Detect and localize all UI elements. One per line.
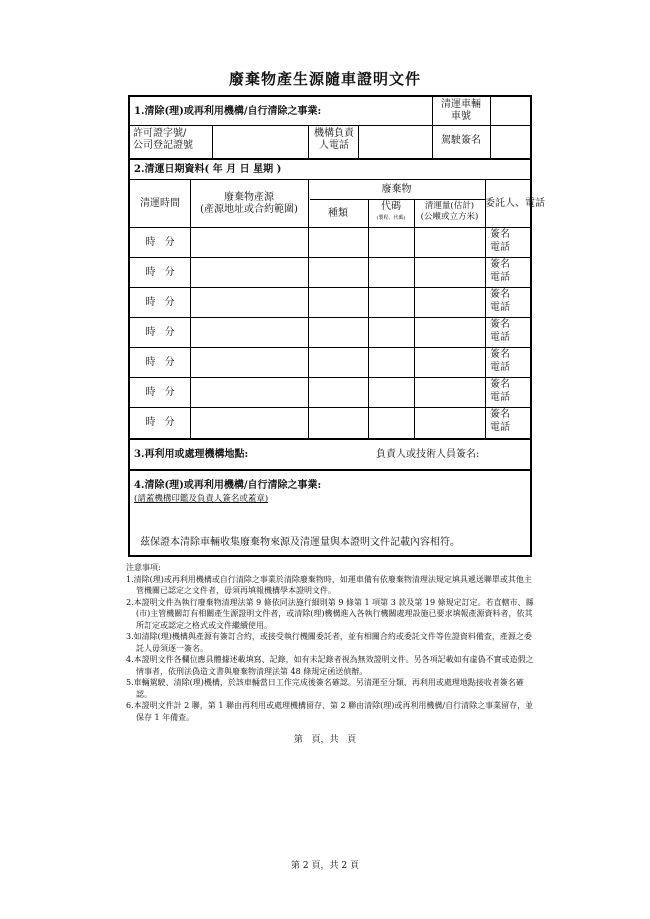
section2-label: 2.清運日期資料( 年 月 日 星期 ) xyxy=(134,164,282,175)
note-item: 5.車輛駕駛、清除(理)機構，於該車輛當日工作完成後簽名確認。另清運至分類、再利用或處理地點接收者簽名確認。 xyxy=(126,678,524,699)
note-item: 6.本證明文件計 2 聯，第 1 聯由再利用或處理機構留存、第 2 聯由清除(理)或再利用機構/自行清除之事業留存，並保存 1 年備查。 xyxy=(126,701,534,722)
header-code-note: (製程、代碼) xyxy=(376,215,406,221)
seal-note: (請蓋機構印鑑及負責人簽名或蓋章) xyxy=(134,494,269,504)
row-time: 時 分 xyxy=(145,267,175,278)
permit-label: 許可證字號/ 公司登記證號 xyxy=(133,128,193,151)
page-number: 第 頁，共 頁 xyxy=(293,735,357,745)
row-sign-label: 簽名 xyxy=(490,229,510,240)
row-time: 時 分 xyxy=(145,327,175,338)
row-time: 時 分 xyxy=(145,357,175,368)
owner-phone-label: 機構負責 人電話 xyxy=(314,128,354,151)
form-frame xyxy=(128,95,545,557)
row-time: 時 分 xyxy=(145,297,175,308)
row-sign-label: 簽名 xyxy=(490,379,510,390)
note-item: 1.清除(理)或再利用機構或自行清除之事業於清除廢棄物時，如運車備有依廢棄物清理法規定填具遞送聯單或其他主管機關已認定之文件者，毋須再填報機構學本證明文件。 xyxy=(126,574,532,595)
header-source: 廢棄物產源 (產源地址或合約範圍) xyxy=(200,192,298,215)
row-phone-label: 電話 xyxy=(490,302,510,313)
row-time: 時 分 xyxy=(145,237,175,248)
row-phone-label: 電話 xyxy=(490,272,510,283)
document-title: 廢棄物產生源隨車證明文件 xyxy=(228,70,421,88)
row-phone-label: 電話 xyxy=(490,422,510,433)
row-phone-label: 電話 xyxy=(490,362,510,373)
notes-section xyxy=(126,562,536,723)
header-client: 委託人、電話 xyxy=(485,198,545,209)
row-sign-label: 簽名 xyxy=(490,409,510,420)
row-sign-label: 簽名 xyxy=(490,289,510,300)
driver-sign-label: 駕駛簽名 xyxy=(441,135,481,146)
row-sign-label: 簽名 xyxy=(490,349,510,360)
page-footer: 第 2 頁，共 2 頁 xyxy=(291,861,359,871)
vehicle-no-label: 清運車輛 車號 xyxy=(441,99,481,122)
section1-label: 1.清除(理)或再利用機構/自行清除之事業: xyxy=(134,106,322,117)
responsible-sign-label: 負責人或技術人員簽名: xyxy=(376,449,480,460)
note-item: 2.本證明文件為執行廢棄物清理法第 9 條依同法施行細則第 9 條第 1 項第 3 款及第 19 條規定訂定。若直轄市、縣(市)主管機關訂有相關產生源證明文件者，或清除(理)機構進入各執行機關處理設施已要求填報產源資料者，依其所訂定或認定之格式或文件繼續使用。 xyxy=(126,597,534,630)
note-item: 4.本證明文件各欄位應具體據述載填寫、記錄，如有未記錄者視為無效證明文件。另各項記載如有虛偽不實或造假之情事者，依刑法偽造文書與廢棄物清理法第 48 條規定函送偵辦。 xyxy=(126,655,534,676)
header-waste: 廢棄物 xyxy=(381,184,412,195)
header-amount: 清運量(估計) (公噸或立方米) xyxy=(420,201,479,222)
row-sign-label: 簽名 xyxy=(490,259,510,270)
row-time: 時 分 xyxy=(145,417,175,428)
section4-label: 4.清除(理)或再利用機構/自行清除之事業: xyxy=(134,480,322,491)
certify-statement: 茲保證本清除車輛收集廢棄物來源及清運量與本證明文件記載內容相符。 xyxy=(140,537,460,548)
row-phone-label: 電話 xyxy=(490,392,510,403)
row-phone-label: 電話 xyxy=(490,242,510,253)
notes-heading: 注意事項: xyxy=(126,563,161,572)
header-type: 種類 xyxy=(328,208,348,219)
header-code: 代碼 xyxy=(381,201,401,212)
section3-label: 3.再利用或處理機構地點: xyxy=(134,449,249,460)
note-item: 3.如清除(理)機構與產源有簽訂合約，或接受執行機關委託者，並有相關合約或委託文件等佐證資料備查，產源之委託人毋須逐一簽名。 xyxy=(126,632,532,653)
row-time: 時 分 xyxy=(145,387,175,398)
row-sign-label: 簽名 xyxy=(490,319,510,330)
header-time: 清運時間 xyxy=(140,198,180,209)
row-phone-label: 電話 xyxy=(490,332,510,343)
